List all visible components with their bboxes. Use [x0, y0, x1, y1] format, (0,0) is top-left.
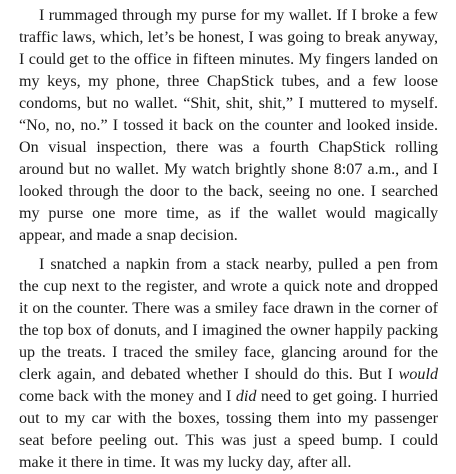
paragraph-2-text-a: I snatched a napkin from a stack nearby, pulled a pen from the cup next to the register, and wrote a quick note and dropped it on the counter. There was a smiley face drawn in the corner of the top box of donuts, and I imagined the owner happily packing up the treats. I traced the smiley face, glancing around for the clerk again, and debated whether I should do this. But I — [19, 256, 438, 383]
paragraph-1 — [19, 5, 438, 247]
paragraph-2-text-b: come back with the money and I — [19, 388, 236, 405]
paragraph-2-text-c: need to get going. I hurried out to my car with the boxes, tossing them into my passenger seat before peeling out. This was just a speed bump. I could make it there in time. It was my lucky day, after all. — [19, 388, 438, 471]
paragraph-2-italic-did: did — [235, 388, 257, 405]
paragraph-1-text: I rummaged through my purse for my wallet. If I broke a few traffic laws, which, let’s be honest, I was going to break anyway, I could get to the office in fifteen minutes. My fingers landed on my keys, my phone, three ChapStick tubes, and a few loose condoms, but no wallet. “Shit, shit, shit,” I muttered to myself. “No, no, no.” I tossed it back on the counter and looked inside. On visual inspection, there was a fourth ChapStick rolling around but no wallet. My watch brightly shone 8:07 a.m., and I looked through the door to the back, seeing no one. I searched my purse one more time, as if the wallet would magically appear, and made a snap decision. — [19, 7, 438, 244]
book-page — [19, 5, 438, 474]
paragraph-2 — [19, 254, 438, 474]
paragraph-2-italic-would: would — [398, 366, 438, 383]
